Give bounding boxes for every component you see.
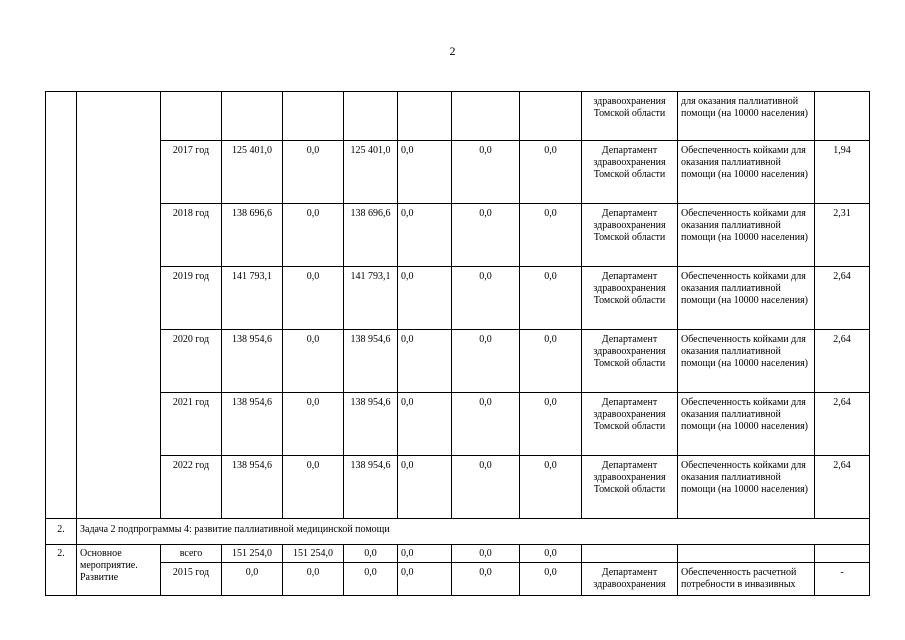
loc-cell: 0,0 (398, 330, 452, 393)
table-row (46, 563, 870, 596)
fed-cell: 0,0 (283, 393, 344, 456)
task-num-cell: 2. (46, 519, 77, 545)
indicator-cell: Обеспеченность койками для оказания паллиативной помощи (на 10000 населения) (678, 141, 815, 204)
indicator-cell: для оказания паллиативной помощи (на 10000 населения) (678, 92, 815, 141)
value-cell: 2,31 (815, 204, 870, 267)
fed-cell: 0,0 (283, 204, 344, 267)
total-cell: 138 954,6 (222, 456, 283, 519)
reg-cell: 0,0 (344, 545, 398, 563)
reg-cell: 141 793,1 (344, 267, 398, 330)
fed-cell: 0,0 (283, 141, 344, 204)
reg-cell: 138 696,6 (344, 204, 398, 267)
table-row (46, 141, 870, 204)
department-cell: здравоохранения Томской области (582, 92, 678, 141)
num-cell (46, 92, 77, 519)
value-cell: - (815, 563, 870, 596)
department-cell: Департамент здравоохранения Томской области (582, 141, 678, 204)
table-row (46, 545, 870, 563)
value-cell: 1,94 (815, 141, 870, 204)
table-row (46, 92, 870, 141)
loc-cell: 0,0 (398, 204, 452, 267)
other1-cell: 0,0 (452, 141, 520, 204)
loc-cell: 0,0 (398, 456, 452, 519)
total-cell: 138 954,6 (222, 330, 283, 393)
loc-cell: 0,0 (398, 545, 452, 563)
reg-cell: 138 954,6 (344, 393, 398, 456)
indicator-cell: Обеспеченность койками для оказания паллиативной помощи (на 10000 населения) (678, 330, 815, 393)
loc-cell: 0,0 (398, 141, 452, 204)
reg-cell: 138 954,6 (344, 456, 398, 519)
value-cell: 2,64 (815, 393, 870, 456)
department-cell: Департамент здравоохранения (582, 563, 678, 596)
page-number: 2 (449, 44, 456, 58)
loc-cell: 0,0 (398, 267, 452, 330)
loc-cell: 0,0 (398, 563, 452, 596)
other2-cell: 0,0 (520, 393, 582, 456)
other1-cell: 0,0 (452, 267, 520, 330)
department-cell: Департамент здравоохранения Томской области (582, 456, 678, 519)
total-cell: 125 401,0 (222, 141, 283, 204)
other1-cell: 0,0 (452, 330, 520, 393)
reg-cell: 138 954,6 (344, 330, 398, 393)
other2-cell: 0,0 (520, 330, 582, 393)
fed-cell: 0,0 (283, 456, 344, 519)
reg-cell: 125 401,0 (344, 141, 398, 204)
fed-cell: 0,0 (283, 330, 344, 393)
total-cell: 138 954,6 (222, 393, 283, 456)
activity-name-cell: Основное мероприятие. Развитие (77, 545, 161, 596)
year-cell: 2017 год (161, 141, 222, 204)
indicator-cell: Обеспеченность койками для оказания паллиативной помощи (на 10000 населения) (678, 267, 815, 330)
fed-cell: 0,0 (283, 563, 344, 596)
department-cell: Департамент здравоохранения Томской области (582, 204, 678, 267)
task-text-cell: Задача 2 подпрограммы 4: развитие паллиативной медицинской помощи (77, 519, 870, 545)
department-cell: Департамент здравоохранения Томской области (582, 393, 678, 456)
other2-cell: 0,0 (520, 204, 582, 267)
total-cell: 0,0 (222, 563, 283, 596)
table-row (46, 393, 870, 456)
table-row (46, 267, 870, 330)
indicator-cell: Обеспеченность расчетной потребности в инвазивных (678, 563, 815, 596)
year-cell: 2021 год (161, 393, 222, 456)
total-cell: 138 696,6 (222, 204, 283, 267)
year-cell: 2022 год (161, 456, 222, 519)
table-row (46, 204, 870, 267)
department-cell: Департамент здравоохранения Томской области (582, 267, 678, 330)
total-cell: 151 254,0 (222, 545, 283, 563)
value-cell: 2,64 (815, 267, 870, 330)
total-cell: 141 793,1 (222, 267, 283, 330)
indicator-cell: Обеспеченность койками для оказания паллиативной помощи (на 10000 населения) (678, 393, 815, 456)
table-row (46, 330, 870, 393)
loc-cell: 0,0 (398, 393, 452, 456)
task-row (46, 519, 870, 545)
year-cell: 2019 год (161, 267, 222, 330)
other2-cell: 0,0 (520, 141, 582, 204)
indicator-cell: Обеспеченность койками для оказания паллиативной помощи (на 10000 населения) (678, 204, 815, 267)
department-cell: Департамент здравоохранения Томской области (582, 330, 678, 393)
fed-cell: 151 254,0 (283, 545, 344, 563)
year-cell: 2015 год (161, 563, 222, 596)
year-cell: 2018 год (161, 204, 222, 267)
name-cell (77, 92, 161, 519)
other1-cell: 0,0 (452, 204, 520, 267)
activity-num-cell: 2. (46, 545, 77, 596)
other2-cell: 0,0 (520, 563, 582, 596)
other1-cell: 0,0 (452, 456, 520, 519)
other2-cell: 0,0 (520, 267, 582, 330)
other1-cell: 0,0 (452, 545, 520, 563)
indicator-cell: Обеспеченность койками для оказания паллиативной помощи (на 10000 населения) (678, 456, 815, 519)
other2-cell: 0,0 (520, 545, 582, 563)
year-cell: всего (161, 545, 222, 563)
program-table (45, 91, 870, 596)
value-cell: 2,64 (815, 456, 870, 519)
reg-cell: 0,0 (344, 563, 398, 596)
other2-cell: 0,0 (520, 456, 582, 519)
fed-cell: 0,0 (283, 267, 344, 330)
year-cell: 2020 год (161, 330, 222, 393)
value-cell: 2,64 (815, 330, 870, 393)
other1-cell: 0,0 (452, 393, 520, 456)
other1-cell: 0,0 (452, 563, 520, 596)
table-row (46, 456, 870, 519)
